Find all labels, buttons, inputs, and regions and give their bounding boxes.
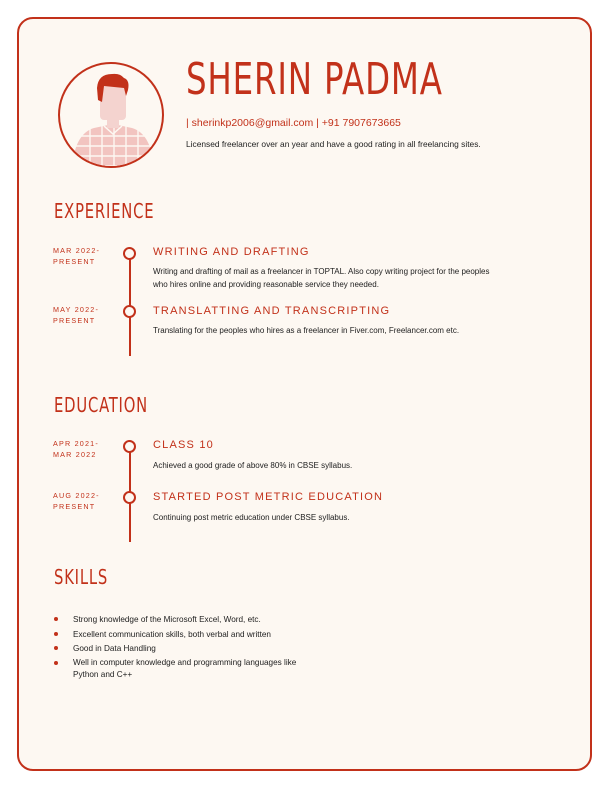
education-date: APR 2021- MAR 2022 xyxy=(53,439,99,459)
experience-heading: EXPERIENCE xyxy=(54,199,155,223)
timeline-dot xyxy=(123,305,136,318)
bullet-icon xyxy=(54,646,58,650)
candidate-name: SHERIN PADMA xyxy=(186,54,443,105)
bullet-icon xyxy=(54,661,58,665)
profile-summary: Licensed freelancer over an year and have a good rating in all freelancing sites. xyxy=(186,139,481,149)
experience-timeline xyxy=(129,252,131,356)
skill-item: Good in Data Handling xyxy=(54,642,313,657)
timeline-dot xyxy=(123,440,136,453)
experience-description: Translating for the peoples who hires as a freelancer in Fiver.com, Freelancer.com etc. xyxy=(153,326,460,335)
education-title: STARTED POST METRIC EDUCATION xyxy=(153,491,384,503)
skills-list xyxy=(54,613,313,682)
experience-title: TRANSLATTING AND TRANSCRIPTING xyxy=(153,305,391,317)
experience-date: MAY 2022- PRESENT xyxy=(53,305,100,325)
experience-date: MAR 2022- PRESENT xyxy=(53,246,101,266)
experience-title: WRITING AND DRAFTING xyxy=(153,246,310,258)
education-description: Continuing post metric education under CBSE syllabus. xyxy=(153,513,350,522)
timeline-dot xyxy=(123,247,136,260)
bullet-icon xyxy=(54,632,58,636)
contact-info: | sherinkp2006@gmail.com | +91 7907673665 xyxy=(186,117,401,129)
education-title: CLASS 10 xyxy=(153,439,214,451)
skills-heading: SKILLS xyxy=(54,565,109,589)
skill-item: Strong knowledge of the Microsoft Excel, Word, etc. xyxy=(54,613,313,628)
experience-description: Writing and drafting of mail as a freelancer in TOPTAL. Also copy writing project for the peoples who hires online and providing reasonable service they needed. xyxy=(153,267,490,289)
education-description: Achieved a good grade of above 80% in CBSE syllabus. xyxy=(153,461,353,470)
timeline-dot xyxy=(123,491,136,504)
skill-item: Excellent communication skills, both verbal and written xyxy=(54,628,313,643)
person-avatar-icon xyxy=(58,62,164,168)
education-date: AUG 2022- PRESENT xyxy=(53,491,100,511)
skill-item: Well in computer knowledge and programming languages like Python and C++ xyxy=(54,657,313,683)
bullet-icon xyxy=(54,617,58,621)
education-heading: EDUCATION xyxy=(54,393,148,417)
